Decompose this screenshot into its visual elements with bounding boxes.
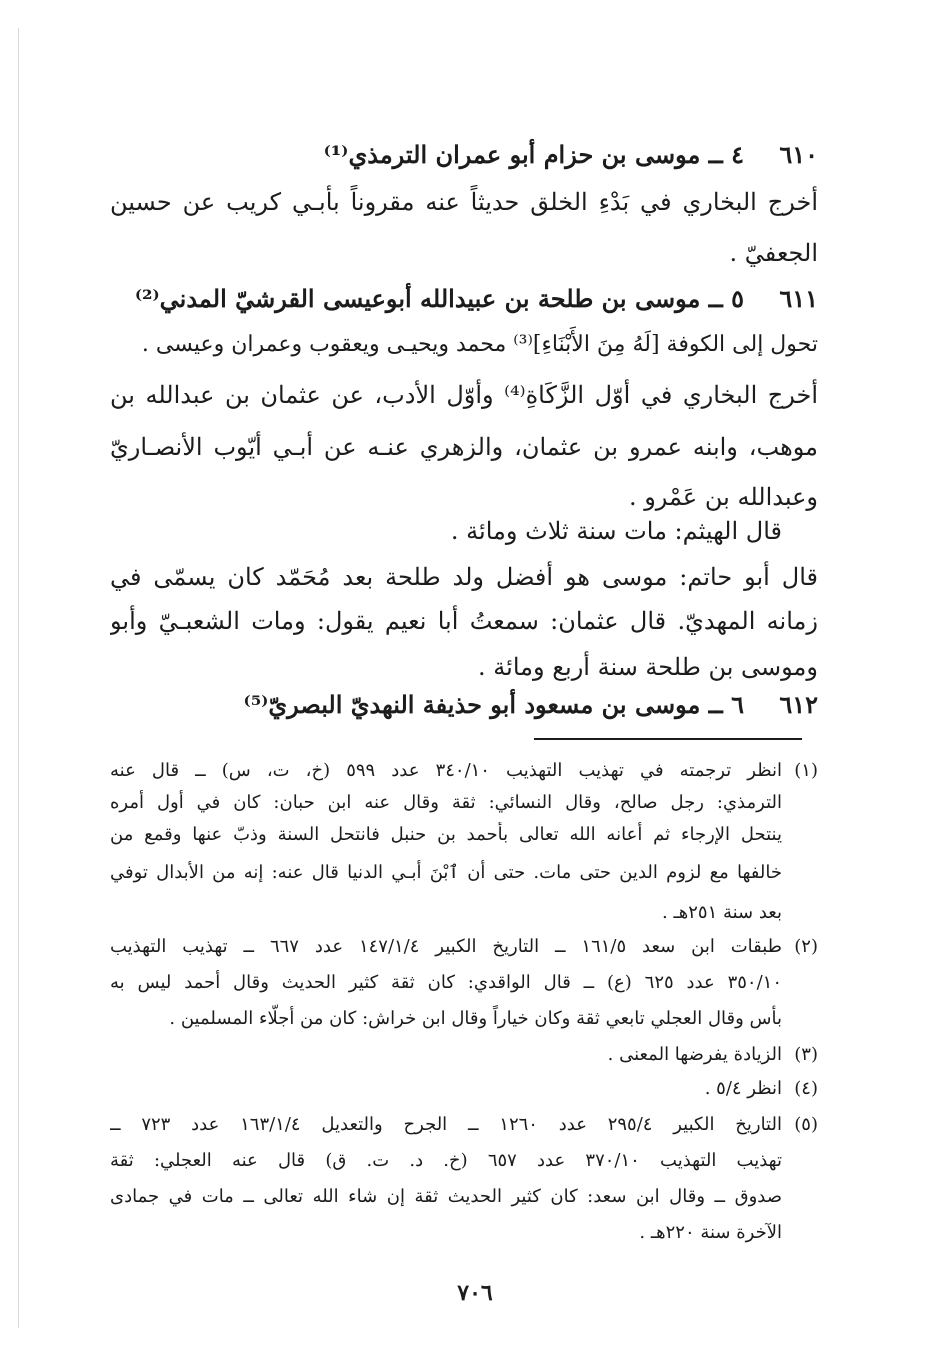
footnote-1-line-1 bbox=[110, 758, 818, 784]
footnote-5-line-3: صدوق ــ وقال ابن سعد: كان كثير الحديث ثقة إن شاء الله تعالى ــ مات في جمادى bbox=[110, 1186, 782, 1207]
footnote-number: (٣) bbox=[794, 1044, 818, 1065]
entry-number: ٦١١ bbox=[779, 284, 818, 313]
entry-title: ٥ ــ موسى بن طلحة بن عبيدالله أبوعيسى القرشيّ المدني⁽²⁾ bbox=[134, 284, 744, 313]
footnote-5-line-2: تهذيب التهذيب ٣٧٠/١٠ عدد ٦٥٧ (خ. د. ت. ق) قال عنه العجلي: ثقة bbox=[110, 1150, 782, 1171]
footnote-2-line-1 bbox=[110, 934, 818, 960]
entry-610-heading bbox=[324, 138, 818, 172]
entry-title: ٤ ــ موسى بن حزام أبو عمران الترمذي⁽¹⁾ bbox=[323, 140, 744, 169]
footnote-2-line-2: ٣٥٠/١٠ عدد ٦٢٥ (ع) ــ قال الواقدي: كان ثقة كثير الحديث وقال أحمد ليس به bbox=[110, 972, 782, 993]
scan-edge-line bbox=[18, 28, 19, 1328]
footnote-1-line-2: الترمذي: رجل صالح، وقال النسائي: ثقة وقال عنه ابن حبان: كان في أول أمره bbox=[110, 792, 782, 813]
footnote-text: التاريخ الكبير ٢٩٥/٤ عدد ١٢٦٠ ــ الجرح والتعديل ١٦٣/١/٤ عدد ٧٢٣ ــ bbox=[110, 1114, 782, 1135]
page-number: ٧٠٦ bbox=[457, 1280, 493, 1306]
footnote-3 bbox=[608, 1042, 818, 1068]
footnote-2-line-3: بأس وقال العجلي تابعي ثقة وكان خياراً وقال ابن خراش: كان من أجلّاء المسلمين . bbox=[169, 1008, 782, 1029]
entry-610-line-1: أخرج البخاري في بَدْءِ الخلق حديثاً عنه مقروناً بأبـي كريب عن حسين bbox=[110, 188, 818, 216]
entry-611-line-6: قال أبو حاتم: موسى هو أفضل ولد طلحة بعد مُحَمّد كان يسمّى في bbox=[110, 563, 818, 591]
footnote-1-line-3: ينتحل الإرجاء ثم أعانه الله تعالى بأحمد بن حنبل فانتحل السنة وذبّ عنها وقمع من bbox=[110, 824, 782, 845]
footnote-number: (٢) bbox=[794, 936, 818, 957]
entry-610-line-2: الجعفيّ . bbox=[729, 239, 818, 267]
footnote-text: الزيادة يفرضها المعنى . bbox=[607, 1044, 782, 1065]
entry-number: ٦١٢ bbox=[779, 690, 818, 719]
footnote-5-line-4: الآخرة سنة ٢٢٠هـ . bbox=[639, 1222, 782, 1243]
footnote-separator bbox=[534, 738, 802, 740]
footnote-number: (٤) bbox=[794, 1078, 818, 1099]
entry-611-line-7: زمانه المهديّ. قال عثمان: سمعتُ أبا نعيم يقول: ومات الشعبـيّ وأبو bbox=[110, 607, 818, 635]
footnote-4 bbox=[705, 1076, 818, 1102]
footnote-number: (٥) bbox=[794, 1114, 818, 1135]
entry-number: ٦١٠ bbox=[779, 140, 818, 169]
footnote-text: انظر ٥/٤ . bbox=[704, 1078, 782, 1099]
footnote-text: طبقات ابن سعد ١٦١/٥ ــ التاريخ الكبير ١٤٧/١/٤ عدد ٦٦٧ ــ تهذيب التهذيب bbox=[110, 936, 782, 957]
footnote-1-line-4: خالفها مع لزوم الدين حتى مات. حتى أن ٱبْنَ أبـي الدنيا قال عنه: إنه من الأبدال توفي bbox=[110, 862, 782, 883]
footnote-5-line-1 bbox=[110, 1112, 818, 1138]
footnote-number: (١) bbox=[794, 760, 818, 781]
entry-611-line-1: تحول إلى الكوفة [لَهُ مِنَ الأَبْنَاءِ]⁽³⁾ محمد ويحيـى ويعقوب وعمران وعيسى . bbox=[141, 332, 818, 357]
entry-611-line-4: وعبدالله بن عَمْرو . bbox=[628, 483, 818, 511]
footnote-1-line-5: بعد سنة ٢٥١هـ . bbox=[662, 902, 782, 923]
entry-611-line-2: أخرج البخاري في أوّل الزَّكَاةِ⁽⁴⁾ وأوّل الأدب، عن عثمان بن عبدالله بن bbox=[110, 381, 818, 409]
entry-611-heading bbox=[135, 282, 818, 316]
footnote-text: انظر ترجمته في تهذيب التهذيب ٣٤٠/١٠ عدد ٥٩٩ (خ، ت، س) ــ قال عنه bbox=[110, 760, 782, 781]
entry-title: ٦ ــ موسى بن مسعود أبو حذيفة النهديّ البصريّ⁽⁵⁾ bbox=[243, 690, 744, 719]
entry-612-heading bbox=[244, 688, 818, 722]
entry-611-line-3: موهب، وابنه عمرو بن عثمان، والزهري عنـه عن أبـي أيّوب الأنصـاريّ bbox=[110, 433, 818, 461]
entry-611-line-8: وموسى بن طلحة سنة أربع ومائة . bbox=[478, 653, 818, 681]
entry-611-line-5: قال الهيثم: مات سنة ثلاث ومائة . bbox=[450, 517, 782, 545]
